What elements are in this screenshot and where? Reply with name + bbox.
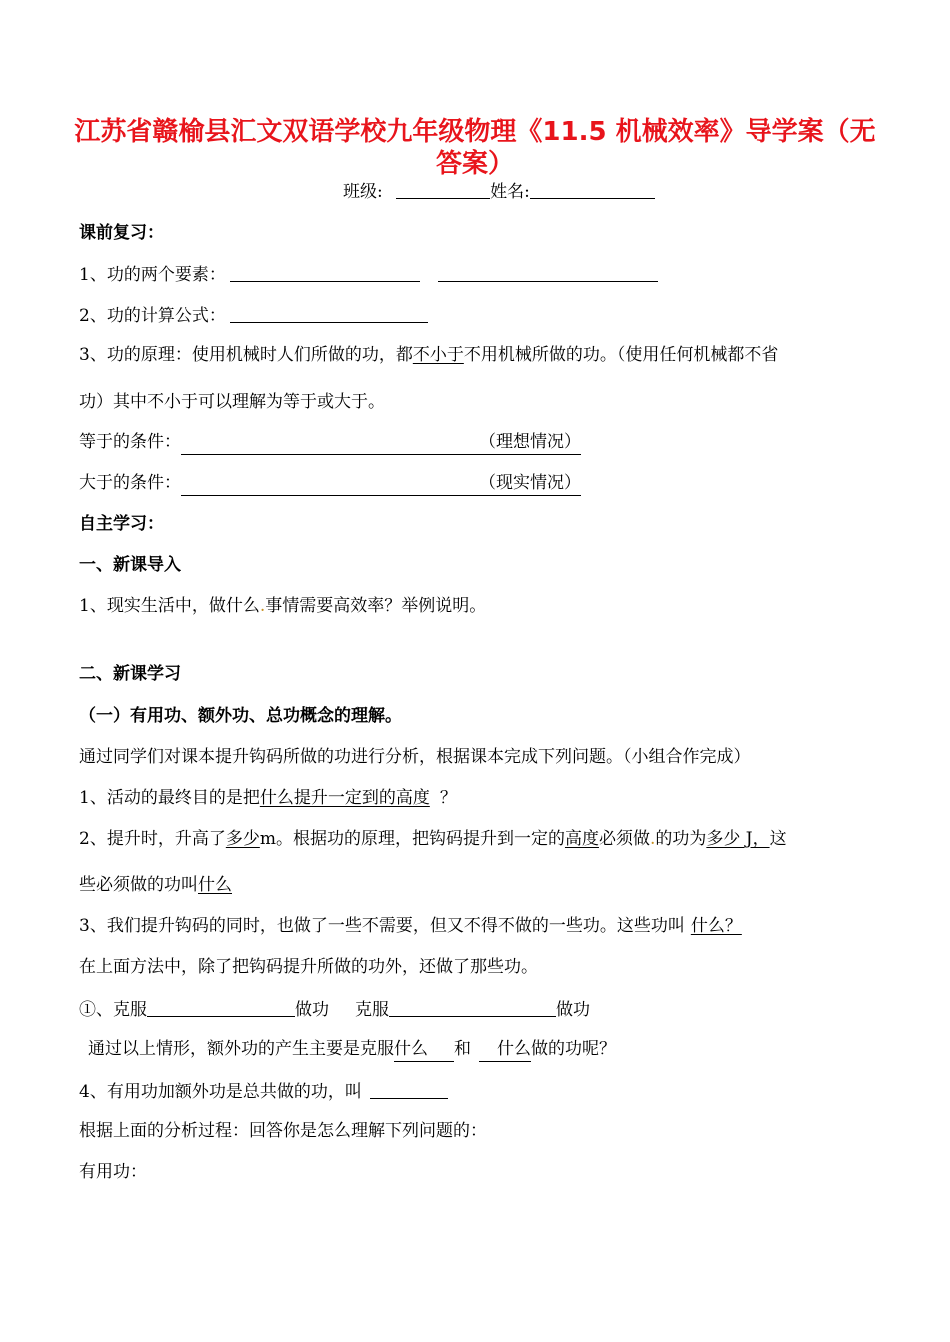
review-q2-text: 2、功的计算公式： [79,306,226,326]
overcome-label-2: 克服 [355,1000,389,1020]
q4-text: 4、有用功加额外功是总共做的功，叫 [79,1082,362,1102]
pre-review-heading: 课前复习： [79,223,164,243]
useful-work-label: 有用功： [79,1162,147,1182]
q2-dot: . [649,829,656,849]
q2-text-d: 的功为 [655,829,707,849]
q2-underlined-4: 什么 [198,875,232,895]
q4-blank[interactable] [370,1080,448,1099]
greater-condition-note: （现实情况） [479,473,581,493]
extra-work-text-b: 和 [454,1039,471,1059]
intro-paragraph: 通过同学们对课本提升钩码所做的功进行分析，根据课本完成下列问题。（小组合作完成） [79,747,751,767]
equal-condition-label: 等于的条件： [79,432,181,452]
extra-work-underlined-1: 什么 [394,1039,428,1059]
review-q1-text: 1、功的两个要素： [79,265,226,285]
q1-question-mark: ？ [439,788,457,808]
extra-work-text-a: 通过以上情形，额外功的产生主要是克服 [88,1039,394,1059]
overcome-label-1: ①、克服 [79,1000,147,1020]
q2-underlined-1: 多少 [225,829,260,849]
q1-underlined: 什么提升一定到的高度 [259,788,430,808]
q2-text-b: m。根据功的原理，把钩码提升到一定的 [259,829,565,849]
q3-underlined: 什么？ [690,916,742,936]
extra-work-blank-1 [394,1037,454,1062]
class-label: 班级: [343,182,383,202]
overcome-blank-1[interactable] [147,998,295,1017]
equal-condition-line [79,430,581,455]
new-question-1 [79,786,457,810]
extra-work-text-c: 做的功呢？ [531,1039,616,1059]
class-blank[interactable] [396,180,490,199]
extra-work-blank-2 [479,1037,531,1062]
new-question-4 [79,1078,448,1104]
part-1-heading: 一、新课导入 [79,555,181,575]
new-question-2-continued [79,873,232,897]
document-title-line-1: 江苏省赣榆县汇文双语学校九年级物理《11.5 机械效率》导学案（无 [74,117,876,147]
name-label: 姓名: [490,182,530,202]
part-1-question-1 [79,594,486,618]
equal-condition-blank[interactable] [181,430,581,455]
new-question-2 [79,827,787,851]
overcome-work-2: 做功 [556,1000,590,1020]
part-2-heading: 二、新课学习 [79,664,181,684]
greater-condition-line [79,471,581,496]
greater-condition-blank[interactable] [181,471,581,496]
review-question-3-continued: 功）其中不小于可以理解为等于或大于。 [79,392,385,412]
name-blank[interactable] [530,180,655,199]
overcome-blank-2[interactable] [389,998,556,1017]
overcome-line [79,996,590,1022]
review-q3-text-a: 3、功的原理：使用机械时人们所做的功，都 [79,345,413,365]
document-title-line-2: 答案） [435,149,514,179]
new-question-3-prompt: 在上面方法中，除了把钩码提升所做的功外，还做了那些功。 [79,957,538,977]
q2-underlined-2: 高度 [564,829,599,849]
sub-section-1-heading: （一）有用功、额外功、总功概念的理解。 [79,706,402,726]
q3-text-a: 3、我们提升钩码的同时，也做了一些不需要，但又不得不做的一些功。这些功叫 [79,916,685,936]
q2-underlined-3: 多少 J， [706,829,770,849]
q2-text-a: 2、提升时，升高了 [79,829,226,849]
new-question-3 [79,914,742,938]
extra-work-underlined-2: 什么 [497,1039,531,1059]
extra-work-summary [88,1037,616,1062]
part1-q1-dot: . [259,596,266,616]
review-question-1 [79,261,658,287]
review-q1-blank-2[interactable] [438,263,658,282]
review-q1-blank-1[interactable] [230,263,420,282]
class-name-line [343,178,655,204]
part1-q1-text-b: 事情需要高效率？举例说明。 [265,596,487,616]
q1-text-a: 1、活动的最终目的是把 [79,788,260,808]
overcome-work-1: 做功 [295,1000,329,1020]
self-study-heading: 自主学习： [79,514,164,534]
review-q2-blank[interactable] [230,304,428,323]
review-question-2 [79,302,428,328]
analysis-prompt: 根据上面的分析过程：回答你是怎么理解下列问题的： [79,1121,487,1141]
q2-text-e: 这 [769,829,787,849]
review-question-3 [79,343,778,367]
part1-q1-text-a: 1、现实生活中，做什么 [79,596,260,616]
q2-text-f: 些必须做的功叫 [79,875,198,895]
equal-condition-note: （理想情况） [479,432,581,452]
review-q3-underlined: 不小于 [412,345,464,365]
greater-condition-label: 大于的条件： [79,473,181,493]
q2-text-c: 必须做 [598,829,650,849]
review-q3-text-b: 不用机械所做的功。（使用任何机械都不省 [463,345,779,365]
